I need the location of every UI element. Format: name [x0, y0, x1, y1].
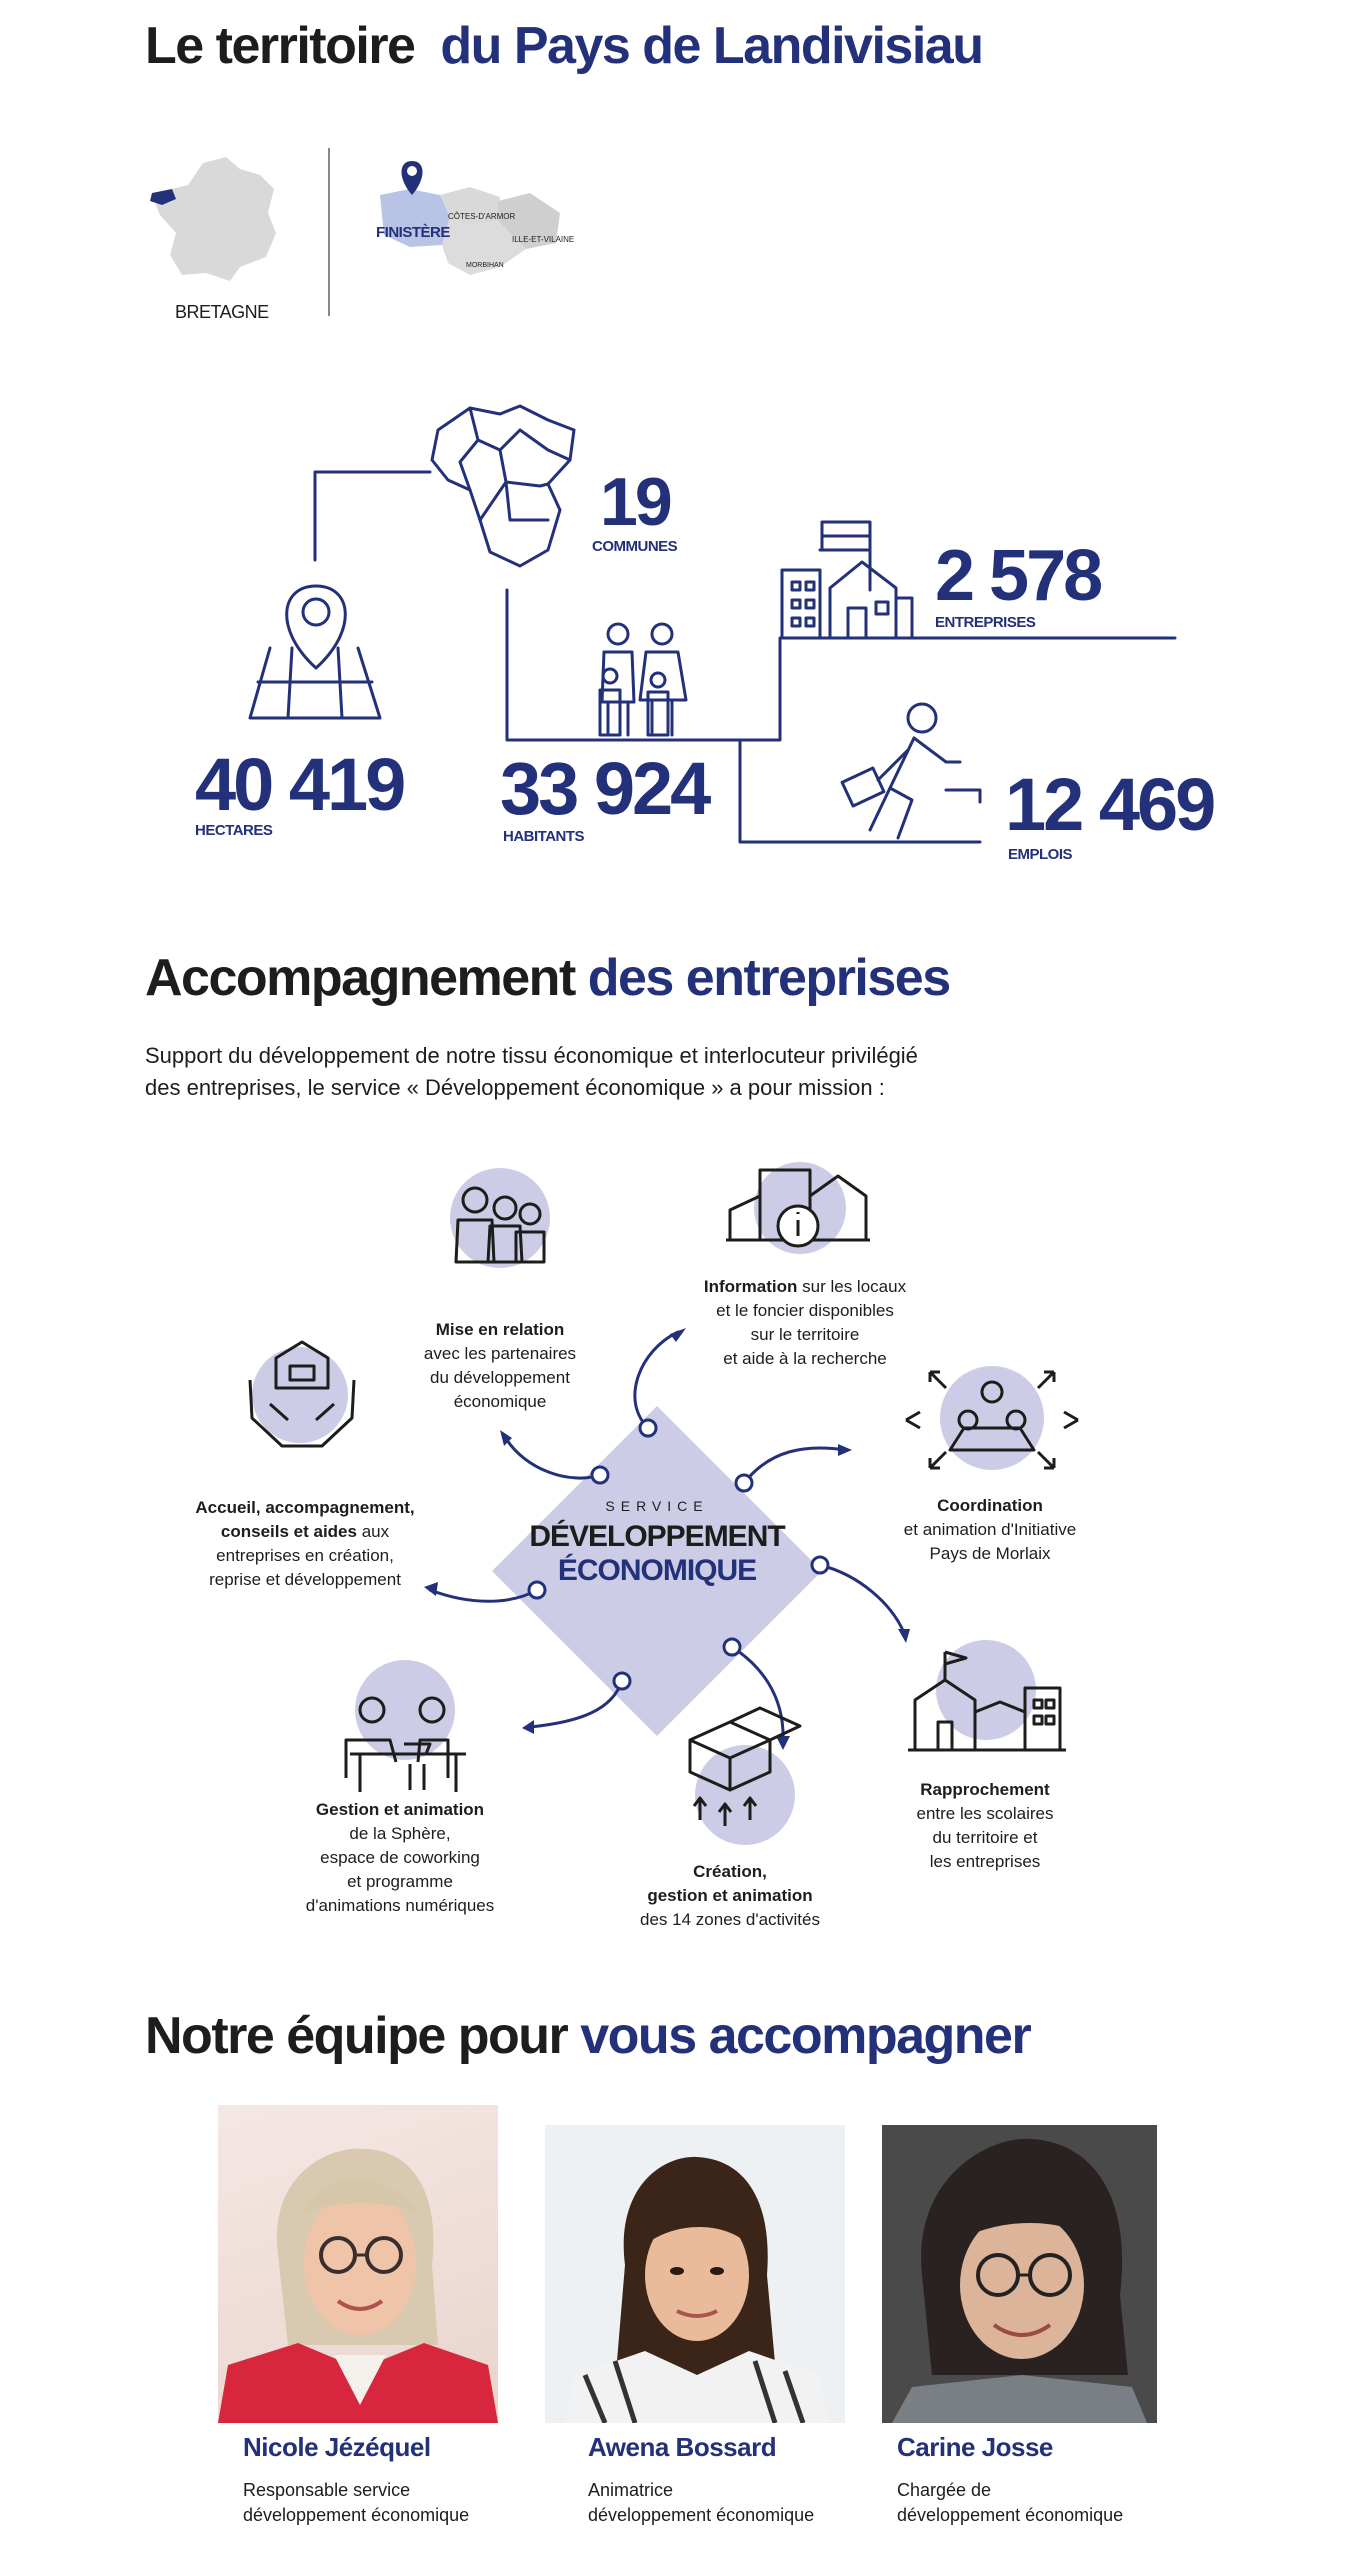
emplois-value: 12 469: [1005, 763, 1214, 846]
bretagne-label: BRETAGNE: [175, 302, 269, 322]
habitants-unit: HABITANTS: [503, 828, 585, 845]
mission-information: Information sur les locaux et le foncier disponibles sur le territoire et aide à la recherche: [703, 1277, 907, 1368]
accompagnement-intro: Support du développement de notre tissu économique et interlocuteur privilégié des entreprises, le service « Développement économique » a pour mission :: [145, 1043, 918, 1100]
buildings-icon: [782, 522, 912, 638]
hectares-value: 40 419: [195, 743, 404, 826]
entreprises-unit: ENTREPRISES: [935, 614, 1036, 631]
ille-label: ILLE-ET-VILAINE: [512, 235, 575, 244]
service-center-label: SERVICE DÉVELOPPEMENT ÉCONOMIQUE: [529, 1498, 785, 1587]
finistere-label: FINISTÈRE: [376, 224, 450, 241]
communes-map-icon: [432, 406, 574, 566]
morbihan-label: MORBIHAN: [466, 262, 504, 269]
family-icon: [600, 624, 686, 735]
habitants-value: 33 924: [500, 747, 709, 830]
equipe-title: Notre équipe pour vous accompagner: [145, 2007, 1031, 2065]
location-pin-icon: [250, 586, 380, 718]
accompagnement-title: Accompagnement des entreprises: [145, 949, 950, 1007]
member-role-1: Responsable service développement économique: [243, 2480, 470, 2525]
france-map: [148, 155, 283, 285]
mission-gestion: Gestion et animation de la Sphère, espace de coworking et programme d'animations numériques: [305, 1800, 495, 1915]
photo-nicole: [218, 2105, 498, 2423]
photo-awena: [545, 2125, 845, 2423]
worker-walking-icon: [842, 704, 980, 838]
member-role-3: Chargée de développement économique: [897, 2480, 1124, 2525]
mission-accueil: Accueil, accompagnement, conseils et aides aux entreprises en création, reprise et développement: [195, 1498, 415, 1589]
member-name-3: Carine Josse: [897, 2432, 1053, 2462]
portrait-illustration: [545, 2125, 845, 2423]
mission-relation: Mise en relation avec les partenaires du développement économique: [423, 1320, 577, 1411]
mission-creation: Création, gestion et animation des 14 zones d'activités: [640, 1862, 820, 1929]
portrait-illustration: [882, 2125, 1157, 2423]
communes-unit: COMMUNES: [592, 538, 678, 555]
mission-coordination: Coordination et animation d'Initiative Pays de Morlaix: [903, 1496, 1077, 1563]
mission-rapprochement: Rapprochement entre les scolaires du territoire et les entreprises: [916, 1780, 1054, 1871]
hectares-unit: HECTARES: [195, 822, 273, 839]
emplois-unit: EMPLOIS: [1008, 846, 1073, 863]
map-divider: [328, 148, 330, 316]
communes-value: 19: [600, 464, 670, 540]
photo-carine: [882, 2125, 1157, 2423]
territoire-title: Le territoire du Pays de Landivisiau: [145, 17, 983, 75]
member-name-1: Nicole Jézéquel: [243, 2432, 431, 2462]
member-role-2: Animatrice développement économique: [588, 2480, 815, 2525]
portrait-illustration: [218, 2105, 498, 2423]
member-name-2: Awena Bossard: [588, 2432, 777, 2462]
entreprises-value: 2 578: [935, 536, 1101, 616]
cotes-label: CÔTES-D'ARMOR: [448, 212, 516, 221]
